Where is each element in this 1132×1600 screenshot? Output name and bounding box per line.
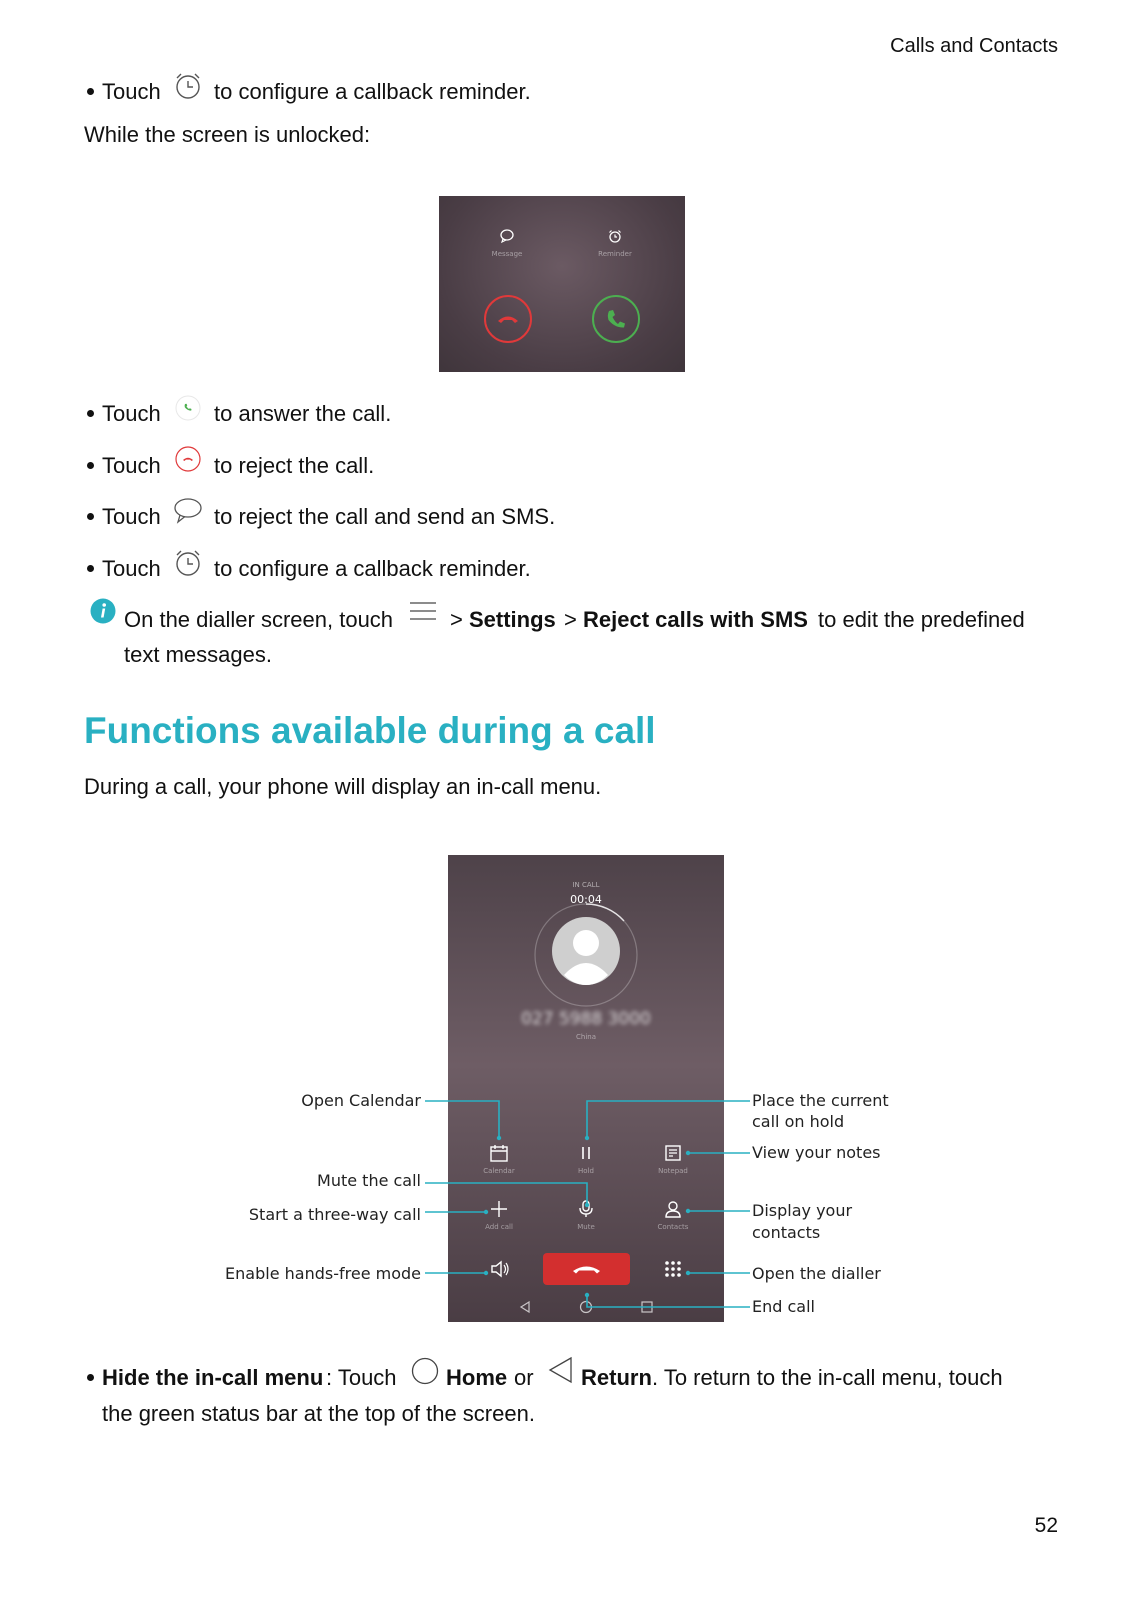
note-line2: text messages.: [124, 642, 272, 667]
section-title: Functions available during a call: [84, 710, 656, 751]
note-separator: >: [450, 607, 463, 632]
section-intro: During a call, your phone will display an in-call menu.: [84, 774, 602, 799]
hide-menu-rest: . To return to the in-call menu, touch: [652, 1365, 1003, 1390]
bullet-dot: [87, 1374, 94, 1381]
reject-sms-label: Reject calls with SMS: [583, 607, 808, 632]
notepad-label: Notepad: [658, 1167, 688, 1175]
hide-menu-line2: the green status bar at the top of the screen.: [102, 1401, 535, 1426]
bullet-text: to reject the call.: [214, 453, 375, 478]
bullet-text: to configure a callback reminder.: [214, 556, 531, 581]
or-label: or: [514, 1365, 534, 1390]
return-label: Return: [581, 1365, 652, 1390]
bullet-lead: Touch: [102, 504, 161, 529]
reminder-label: Reminder: [598, 250, 632, 258]
callout-hold-line1: Place the current: [752, 1091, 889, 1110]
bullet-lead: Touch: [102, 453, 161, 478]
callout-view-notes: View your notes: [752, 1143, 881, 1162]
bullet-text: to configure a callback reminder.: [214, 79, 531, 104]
caller-location: China: [576, 1033, 596, 1041]
bullet-lead: Touch: [102, 401, 161, 426]
hide-menu-touch: : Touch: [326, 1365, 397, 1390]
callout-mute-call: Mute the call: [317, 1171, 421, 1190]
settings-label: Settings: [469, 607, 556, 632]
callout-three-way-call: Start a three-way call: [248, 1205, 421, 1224]
bullet-lead: Touch: [102, 79, 161, 104]
callout-hold-line2: call on hold: [752, 1112, 845, 1131]
section-header: Calls and Contacts: [890, 35, 1058, 57]
add-call-label: Add call: [485, 1223, 513, 1231]
callout-contacts-line1: Display your: [752, 1201, 853, 1220]
call-status: IN CALL: [572, 881, 600, 889]
page-number: 52: [1034, 1514, 1058, 1537]
hold-label: Hold: [578, 1167, 594, 1175]
note-prefix: On the dialler screen, touch: [124, 607, 394, 632]
bullet-text: to answer the call.: [214, 401, 392, 426]
note-separator: >: [564, 607, 577, 632]
hide-menu-title: Hide the in-call menu: [102, 1365, 324, 1390]
return-triangle-icon: [547, 1355, 575, 1385]
callout-contacts-line2: contacts: [752, 1223, 821, 1242]
calendar-label: Calendar: [483, 1167, 515, 1175]
contacts-label: Contacts: [657, 1223, 689, 1231]
call-timer: 00:04: [570, 893, 602, 906]
note-suffix: to edit the predefined: [818, 607, 1025, 632]
callout-hands-free: Enable hands-free mode: [225, 1264, 421, 1283]
caller-number: 027 5988 3000: [521, 1009, 651, 1029]
bullet-text: to reject the call and send an SMS.: [214, 504, 556, 529]
callout-open-calendar: Open Calendar: [301, 1091, 421, 1110]
callout-end-call: End call: [752, 1297, 815, 1316]
mute-label: Mute: [577, 1223, 595, 1231]
home-circle-icon: [410, 1356, 440, 1386]
bullet-lead: Touch: [102, 556, 161, 581]
unlocked-label: While the screen is unlocked:: [84, 122, 371, 147]
callout-open-dialler: Open the dialler: [752, 1264, 881, 1283]
message-label: Message: [491, 250, 523, 258]
home-label: Home: [446, 1365, 508, 1390]
